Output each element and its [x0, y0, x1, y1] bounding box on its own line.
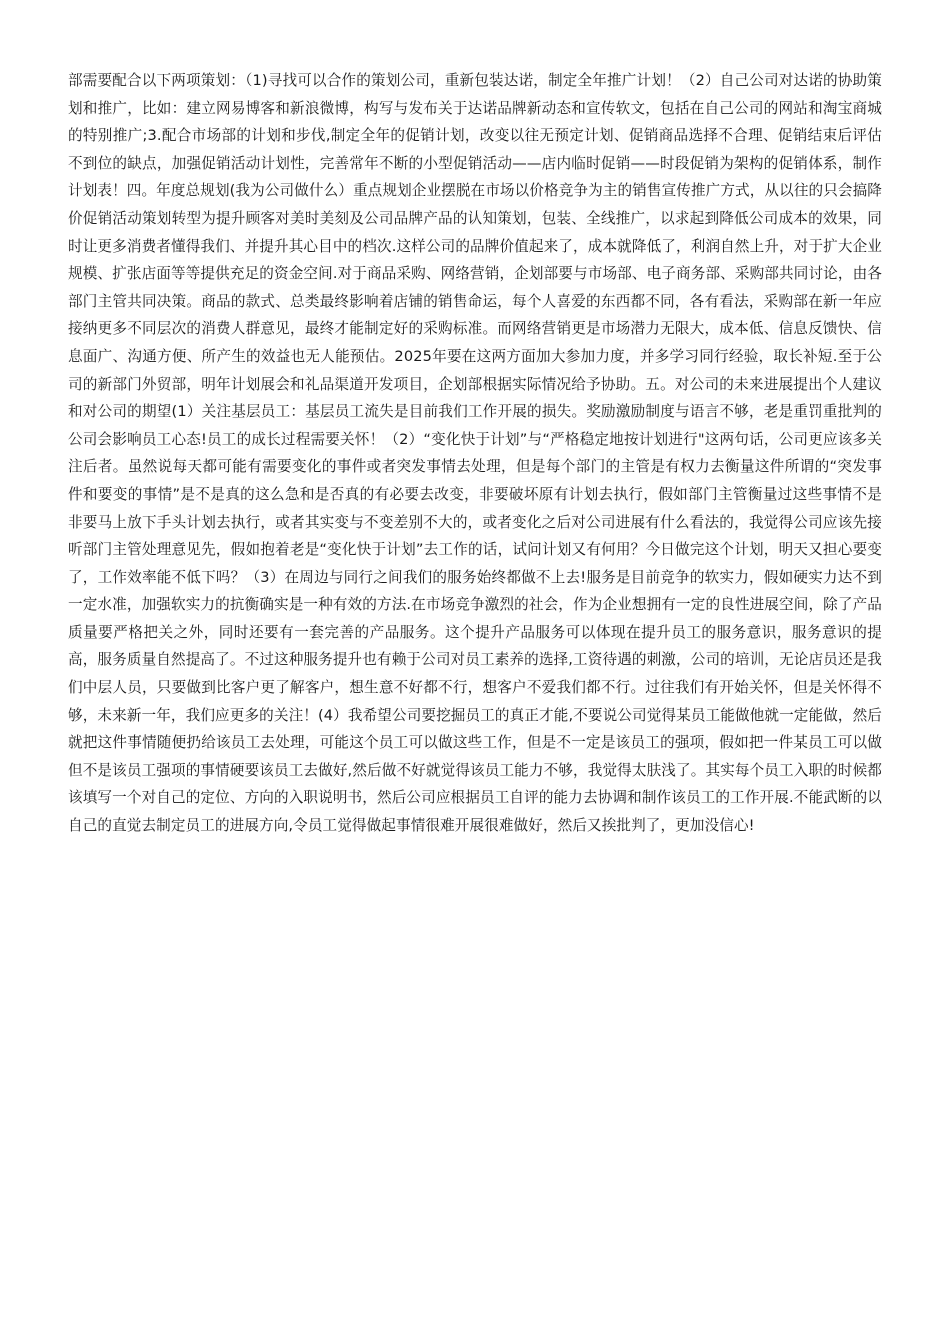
body-paragraph: 部需要配合以下两项策划：（1)寻找可以合作的策划公司，重新包装达诺，制定全年推广计划！（2）自己公司对达诺的协助策划和推广，比如：建立网易博客和新浪微博，构写与发布关于达诺品牌新动态和宣传软文，包括在自己公司的网站和淘宝商城的特别推广;3.配合市场部的计划和步伐,制定全年的促销计划，改变以往无预定计划、促销商品选择不合理、促销结束后评估不到位的缺点，加强促销活动计划性，完善常年不断的小型促销活动——店内临时促销——时段促销为架构的促销体系，制作计划表！四。年度总规划(我为公司做什么）重点规划企业摆脱在市场以价格竞争为主的销售宣传推广方式，从以往的只会搞降价促销活动策划转型为提升顾客对美时美刻及公司品牌产品的认知策划，包装、全线推广，以求起到降低公司成本的效果，同时让更多消费者懂得我们、并提升其心目中的档次.这样公司的品牌价值起来了，成本就降低了，利润自然上升，对于扩大企业规模、扩张店面等等提供充足的资金空间.对于商品采购、网络营销，企划部要与市场部、电子商务部、采购部共同讨论，由各部门主管共同决策。商品的款式、总类最终影响着店铺的销售命运，每个人喜爱的东西都不同，各有看法，采购部在新一年应接纳更多不同层次的消费人群意见，最终才能制定好的采购标准。而网络营销更是市场潜力无限大，成本低、信息反馈快、信息面广、沟通方便、所产生的效益也无人能预估。2025年要在这两方面加大参加力度，并多学习同行经验，取长补短.至于公司的新部门外贸部，明年计划展会和礼品渠道开发项目，企划部根据实际情况给予协助。五。对公司的未来进展提出个人建议和对公司的期望(1）关注基层员工：基层员工流失是目前我们工作开展的损失。奖励激励制度与语言不够，老是重罚重批判的公司会影响员工心态!员工的成长过程需要关怀！（2）“变化快于计划”与“严格稳定地按计划进行"这两句话，公司更应该多关注后者。虽然说每天都可能有需要变化的事件或者突发事情去处理，但是每个部门的主管是有权力去衡量这件所谓的“突发事件和要变的事情”是不是真的这么急和是否真的有必要去改变，非要破坏原有计划去执行，假如部门主管衡量过这些事情不是非要马上放下手头计划去执行，或者其实变与不变差别不大的，或者变化之后对公司进展有什么看法的，我觉得公司应该先接听部门主管处理意见先，假如抱着老是“变化快于计划”去工作的话，试问计划又有何用？今日做完这个计划，明天又担心要变了，工作效率能不低下吗？（3）在周边与同行之间我们的服务始终都做不上去!服务是目前竞争的软实力，假如硬实力达不到一定水准，加强软实力的抗衡确实是一种有效的方法.在市场竞争激烈的社会，作为企业想拥有一定的良性进展空间，除了产品质量要严格把关之外，同时还要有一套完善的产品服务。这个提升产品服务可以体现在提升员工的服务意识，服务意识的提高，服务质量自然提高了。不过这种服务提升也有赖于公司对员工素养的选择,工资待遇的刺激，公司的培训，无论店员还是我们中层人员，只要做到比客户更了解客户，想生意不好都不行，想客户不爱我们都不行。过往我们有开始关怀，但是关怀得不够，未来新一年，我们应更多的关注！(4）我希望公司要挖掘员工的真正才能,不要说公司觉得某员工能做他就一定能做，然后就把这件事情随便扔给该员工去处理，可能这个员工可以做这些工作，但是不一定是该员工的强项，假如把一件某员工可以做但不是该员工强项的事情硬要该员工去做好,然后做不好就觉得该员工能力不够，我觉得太肤浅了。其实每个员工入职的时候都该填写一个对自己的定位、方向的入职说明书，然后公司应根据员工自评的能力去协调和制作该员工的工作开展.不能武断的以自己的直觉去制定员工的进展方向,令员工觉得做起事情很难开展很难做好，然后又挨批判了，更加没信心! — [68, 72, 882, 835]
